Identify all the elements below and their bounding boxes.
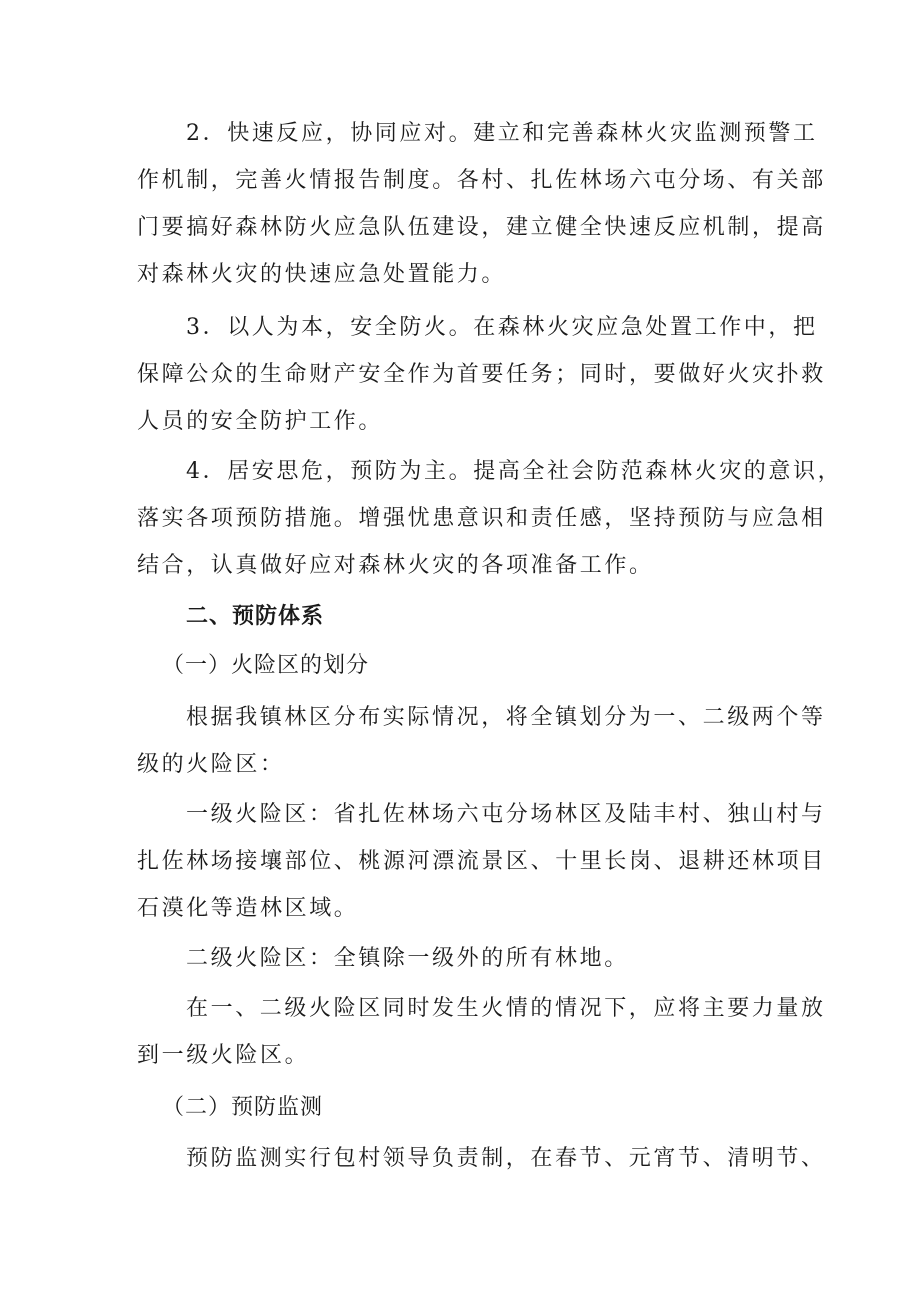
paragraph-line: 4．居安思危，预防为主。提高全社会防范森林火灾的意识， bbox=[186, 459, 843, 484]
subsection-heading: （二）预防监测 bbox=[162, 1095, 324, 1120]
paragraph-line: 作机制，完善火情报告制度。各村、扎佐林场六屯分场、有关部 bbox=[137, 168, 826, 193]
paragraph-line: 保障公众的生命财产安全作为首要任务；同时，要做好火灾扑救 bbox=[137, 362, 826, 387]
subsection-heading: （一）火险区的划分 bbox=[162, 653, 370, 678]
section-heading: 二、预防体系 bbox=[186, 604, 325, 629]
paragraph-line: 3．以人为本，安全防火。在森林火灾应急处置工作中，把 bbox=[186, 315, 818, 340]
paragraph-line: 石漠化等造林区域。 bbox=[137, 896, 359, 921]
paragraph-line: 落实各项预防措施。增强忧患意识和责任感，坚持预防与应急相 bbox=[137, 506, 826, 531]
paragraph-line: 在一、二级火险区同时发生火情的情况下，应将主要力量放 bbox=[186, 996, 826, 1021]
paragraph-line: 对森林火灾的快速应急处置能力。 bbox=[137, 262, 507, 287]
paragraph-line: 门要搞好森林防火应急队伍建设，建立健全快速反应机制，提高 bbox=[137, 215, 826, 240]
paragraph-line: 级的火险区： bbox=[137, 752, 285, 777]
paragraph-line: 人员的安全防护工作。 bbox=[137, 409, 384, 434]
paragraph-line: 根据我镇林区分布实际情况，将全镇划分为一、二级两个等 bbox=[186, 705, 826, 730]
paragraph-line: 二级火险区：全镇除一级外的所有林地。 bbox=[186, 946, 629, 971]
paragraph-line: 2．快速反应，协同应对。建立和完善森林火灾监测预警工 bbox=[186, 121, 818, 146]
paragraph-line: 到一级火险区。 bbox=[137, 1043, 310, 1068]
paragraph-line: 一级火险区：省扎佐林场六屯分场林区及陆丰村、独山村与 bbox=[186, 802, 826, 827]
paragraph-line: 扎佐林场接壤部位、桃源河漂流景区、十里长岗、退耕还林项目 bbox=[137, 849, 826, 874]
paragraph-line: 结合，认真做好应对森林火灾的各项准备工作。 bbox=[137, 553, 654, 578]
paragraph-line: 预防监测实行包村领导负责制，在春节、元宵节、清明节、 bbox=[186, 1146, 826, 1171]
